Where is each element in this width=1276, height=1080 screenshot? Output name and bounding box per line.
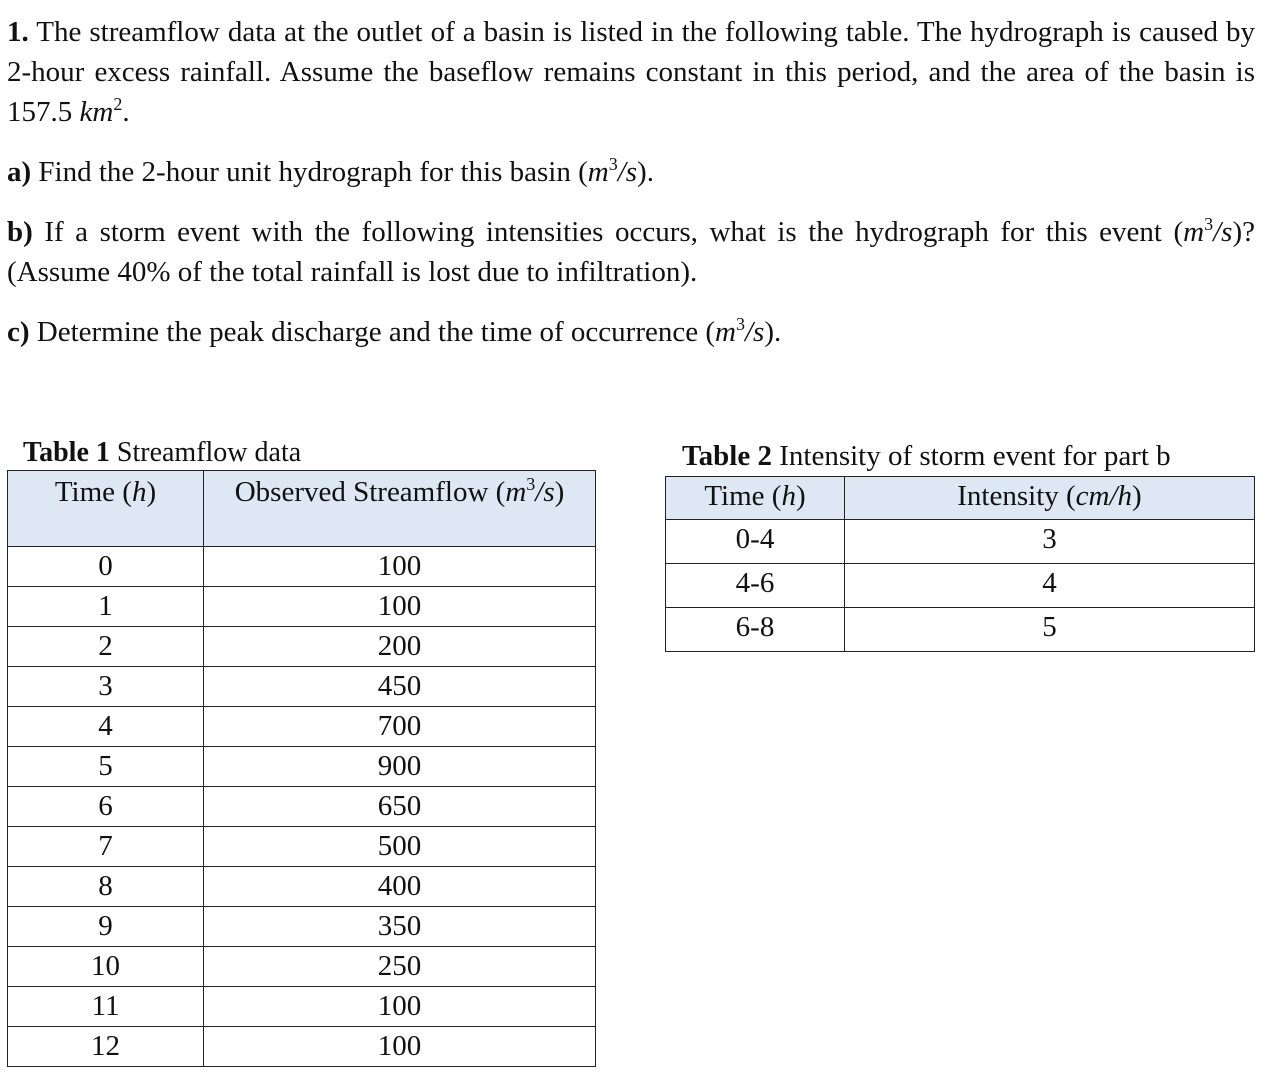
part-b-unit-s: /s <box>1213 216 1233 248</box>
table-row <box>8 707 596 747</box>
col-header-flow-unit-s: /s <box>535 476 555 508</box>
table2-caption-text: Intensity of storm event for part b <box>779 440 1171 472</box>
time-cell: 9 <box>8 907 204 947</box>
part-b-end: )? (Assume 40% of the total rainfall is lost due to infiltration). <box>7 216 1255 288</box>
flow-cell: 100 <box>204 547 596 587</box>
col-header-time <box>666 477 845 520</box>
flow-cell: 500 <box>204 827 596 867</box>
col-header-time-text: Time ( <box>54 476 132 508</box>
time-cell: 0 <box>8 547 204 587</box>
col-header-time-text: Time ( <box>704 480 782 512</box>
part-c-end: ). <box>764 316 782 348</box>
col-header-intensity-unit: cm/h <box>1075 480 1133 512</box>
storm-intensity-table-header <box>666 477 1255 520</box>
table-row <box>8 947 596 987</box>
part-c-unit-s: /s <box>744 316 765 348</box>
time-cell: 12 <box>8 1027 204 1067</box>
part-b-unit-exponent: 3 <box>1204 214 1214 234</box>
part-c <box>7 312 1255 352</box>
table-row <box>8 907 596 947</box>
col-header-time-end: ) <box>146 476 157 508</box>
col-header-time-unit: h <box>781 480 796 512</box>
area-unit: km <box>79 96 114 128</box>
table-row <box>666 520 1255 564</box>
flow-cell: 100 <box>204 1027 596 1067</box>
problem-number: 1. <box>7 16 29 48</box>
table-row <box>8 747 596 787</box>
time-range-cell: 4-6 <box>666 564 845 608</box>
table-row <box>8 987 596 1027</box>
col-header-flow-unit-exponent: 3 <box>526 474 536 494</box>
time-range-cell: 6-8 <box>666 608 845 652</box>
table-row <box>666 608 1255 652</box>
col-header-intensity-end: ) <box>1132 480 1142 512</box>
col-header-flow-unit-m: m <box>505 476 527 508</box>
table-row <box>8 587 596 627</box>
table-row <box>8 867 596 907</box>
part-c-label: c) <box>7 316 30 348</box>
time-cell: 4 <box>8 707 204 747</box>
part-b-label: b) <box>7 216 33 248</box>
col-header-intensity <box>845 477 1255 520</box>
intro-end: . <box>122 96 130 128</box>
problem-intro <box>7 12 1255 132</box>
flow-cell: 100 <box>204 587 596 627</box>
table-row <box>666 564 1255 608</box>
table-row <box>8 627 596 667</box>
part-a-label: a) <box>7 156 32 188</box>
time-cell: 6 <box>8 787 204 827</box>
col-header-intensity-text: Intensity ( <box>957 480 1076 512</box>
flow-cell: 650 <box>204 787 596 827</box>
table-row <box>8 547 596 587</box>
part-b-text: If a storm event with the following intensities occurs, what is the hydrograph for this event ( <box>44 216 1184 248</box>
table1-caption-label: Table 1 <box>23 437 110 468</box>
flow-cell: 700 <box>204 707 596 747</box>
col-header-time <box>8 471 204 547</box>
part-a-text: Find the 2-hour unit hydrograph for this basin ( <box>38 156 588 188</box>
intensity-cell: 4 <box>845 564 1255 608</box>
part-b <box>7 212 1255 292</box>
table1-caption <box>23 436 301 470</box>
col-header-time-end: ) <box>795 480 806 512</box>
intensity-cell: 3 <box>845 520 1255 564</box>
col-header-flow-end: ) <box>554 476 565 508</box>
flow-cell: 450 <box>204 667 596 707</box>
part-a-unit-exponent: 3 <box>608 154 618 174</box>
flow-cell: 100 <box>204 987 596 1027</box>
col-header-flow <box>204 471 596 547</box>
part-a <box>7 152 1255 192</box>
time-cell: 2 <box>8 627 204 667</box>
table-row <box>8 827 596 867</box>
time-range-cell: 0-4 <box>666 520 845 564</box>
table-row <box>8 667 596 707</box>
col-header-time-unit: h <box>131 476 147 508</box>
time-cell: 10 <box>8 947 204 987</box>
problem-statement <box>7 12 1255 352</box>
table2-caption <box>682 439 1171 473</box>
table-row <box>8 1027 596 1067</box>
part-b-unit-m: m <box>1183 216 1205 248</box>
part-c-unit-m: m <box>715 316 736 348</box>
col-header-flow-text: Observed Streamflow ( <box>234 476 506 508</box>
time-cell: 1 <box>8 587 204 627</box>
part-a-unit-m: m <box>587 156 609 188</box>
flow-cell: 350 <box>204 907 596 947</box>
table1-caption-text: Streamflow data <box>116 437 302 468</box>
part-a-end: ). <box>637 156 654 188</box>
streamflow-table-header <box>8 471 596 547</box>
storm-intensity-table <box>665 476 1255 652</box>
intensity-cell: 5 <box>845 608 1255 652</box>
table-row <box>8 787 596 827</box>
time-cell: 7 <box>8 827 204 867</box>
flow-cell: 900 <box>204 747 596 787</box>
part-a-unit-s: /s <box>617 156 638 188</box>
time-cell: 8 <box>8 867 204 907</box>
table2-caption-label: Table 2 <box>682 440 772 472</box>
time-cell: 11 <box>8 987 204 1027</box>
time-cell: 5 <box>8 747 204 787</box>
flow-cell: 200 <box>204 627 596 667</box>
area-unit-exponent: 2 <box>113 94 123 114</box>
part-c-text: Determine the peak discharge and the time of occurrence ( <box>36 316 716 348</box>
time-cell: 3 <box>8 667 204 707</box>
intro-text: The streamflow data at the outlet of a basin is listed in the following table. The hydrograph is caused by 2-hour excess rainfall. Assume the baseflow remains constant in this period, and the area of the basin is 157.5 <box>7 16 1256 128</box>
flow-cell: 250 <box>204 947 596 987</box>
streamflow-table <box>7 470 596 1067</box>
part-c-unit-exponent: 3 <box>735 314 745 334</box>
flow-cell: 400 <box>204 867 596 907</box>
